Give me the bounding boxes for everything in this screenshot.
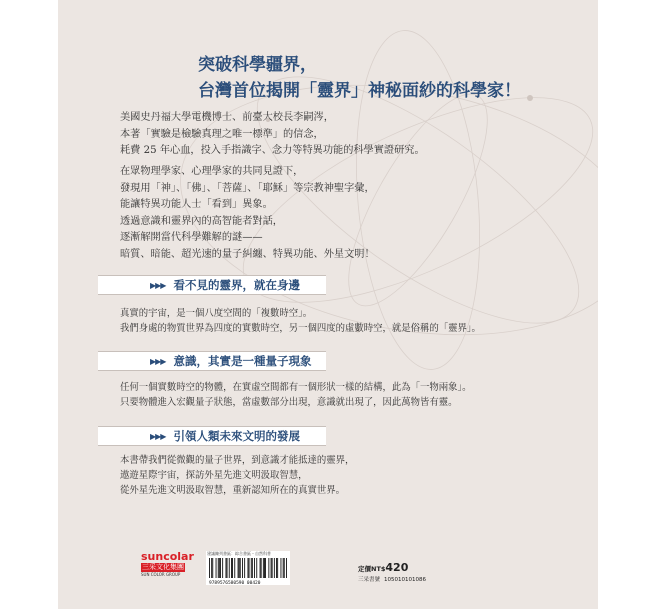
body-line: 逐漸解開當代科學難解的謎——	[120, 232, 263, 243]
barcode-bar	[271, 558, 272, 578]
isbn-barcode	[206, 551, 290, 585]
barcode-bar	[261, 558, 262, 578]
section-line: 我們身處的物質世界為四度的實數時空，另一個四度的虛數時空，就是俗稱的「靈界」。	[120, 323, 481, 334]
body-line: 透過意識和靈界內的高智能者對話，	[120, 215, 283, 227]
section-title: 引領人類未來文明的發展	[173, 429, 300, 443]
barcode-bar	[244, 558, 245, 578]
body-line: 在眾物理學家、心理學家的共同見證下，	[120, 166, 304, 177]
triple-arrow-icon: ▶▶▶	[150, 280, 166, 290]
back-cover	[58, 0, 598, 609]
barcode-icon	[206, 557, 290, 585]
barcode-bar	[227, 558, 228, 578]
publisher-logo-english: SUN COLOR GROUP	[141, 572, 181, 577]
section-line: 真實的宇宙，是一個八度空間的「複數時空」。	[120, 308, 313, 319]
book-code: 105010101086	[384, 577, 427, 583]
barcode-digits: 9789576580590 00420	[209, 581, 261, 585]
barcode-bar	[226, 558, 227, 578]
section-line: 任何一個實數時空的物體，在實虛空間都有一個形狀一樣的結構，此為「一物兩象」。	[120, 382, 472, 393]
price-block	[358, 561, 430, 583]
headline-line-1: 突破科學疆界，	[198, 55, 317, 75]
barcode-bar	[281, 558, 282, 578]
barcode-bar	[240, 558, 241, 578]
section-line: 只要物體進入宏觀量子狀態，當虛數部分出現，意識就出現了，因此萬物皆有靈。	[120, 397, 458, 408]
price-value: 420	[385, 561, 409, 574]
headline-line-2: 台灣首位揭開「靈界」神秘面紗的科學家！	[198, 81, 521, 101]
barcode-bar	[252, 558, 253, 578]
barcode-bar	[229, 558, 230, 578]
section-text-future-civilization	[120, 453, 354, 498]
barcode-bar	[220, 558, 221, 578]
barcode-bar	[276, 558, 277, 578]
section-line: 遨遊星際宇宙，探訪外星先進文明汲取智慧，	[120, 470, 308, 481]
barcode-bar	[286, 558, 287, 578]
barcode-bar	[264, 558, 265, 578]
barcode-bar	[209, 558, 210, 578]
barcode-bar	[242, 558, 243, 578]
barcode-bar	[256, 558, 257, 578]
barcode-bar	[216, 558, 217, 578]
barcode-bar	[272, 558, 273, 578]
body-line: 發現用「神」、「佛」、「菩薩」、「耶穌」等宗教神聖字彙，	[120, 182, 375, 194]
barcode-bar	[249, 558, 250, 578]
barcode-bar	[260, 558, 261, 578]
book-code-label: 三采書號	[358, 577, 381, 583]
section-header-spirit-world	[98, 275, 326, 295]
publisher-logo-chinese: 三采文化集團	[142, 563, 184, 571]
barcode-bar	[219, 558, 220, 578]
barcode-bar	[218, 558, 219, 578]
section-title: 看不見的靈界，就在身邊	[173, 278, 300, 292]
barcode-bar	[222, 558, 223, 578]
section-line: 從外星先進文明汲取智慧，重新認知所在的真實世界。	[120, 485, 346, 496]
barcode-bar	[232, 558, 233, 578]
body-line: 暗質、暗能、超光速的量子糾纏、特異功能、外星文明！	[120, 248, 375, 260]
barcode-bar	[277, 558, 278, 578]
barcode-bar	[284, 558, 285, 578]
intro-paragraph	[120, 110, 425, 160]
price	[358, 561, 430, 574]
barcode-bar	[231, 558, 232, 578]
barcode-bar	[254, 558, 255, 578]
barcode-bar	[239, 558, 240, 578]
barcode-bar	[238, 558, 239, 578]
publisher-logo-wordmark: suncolar	[141, 550, 194, 563]
intro-line: 本著「實驗是檢驗真理之唯一標準」的信念，	[120, 128, 324, 140]
barcode-bar	[274, 558, 275, 578]
barcode-bar	[263, 558, 264, 578]
triple-arrow-icon: ▶▶▶	[150, 431, 166, 441]
barcode-bar	[212, 558, 213, 578]
shelf-category: 建議陳列書區：綜合書區・自然科普	[207, 551, 271, 556]
intro-line: 耗費 25 年心血，投入手指識字、念力等特異功能的科學實證研究。	[120, 145, 425, 156]
barcode-bar	[283, 558, 284, 578]
price-label: 定價NT$	[358, 565, 386, 573]
section-header-future-civilization	[98, 426, 326, 446]
section-line: 本書帶我們從微觀的量子世界，到意識才能抵達的靈界，	[120, 455, 355, 466]
body-paragraph	[120, 164, 375, 263]
barcode-bar	[234, 558, 235, 578]
barcode-bar	[265, 558, 266, 578]
section-title: 意識，其實是一種量子現象	[173, 354, 312, 368]
book-code-line	[358, 575, 430, 583]
section-text-consciousness	[120, 380, 472, 410]
barcode-bar	[268, 558, 269, 578]
barcode-bar	[248, 558, 249, 578]
barcode-bar	[251, 558, 252, 578]
body-line: 能讓特異功能人士「看到」異象。	[120, 199, 273, 210]
section-header-consciousness	[98, 351, 326, 371]
intro-line: 美國史丹福大學電機博士、前臺大校長李嗣涔，	[120, 112, 334, 123]
section-text-spirit-world	[120, 306, 481, 336]
barcode-bar	[211, 558, 212, 578]
triple-arrow-icon: ▶▶▶	[150, 356, 166, 366]
publisher-logo	[141, 550, 194, 581]
